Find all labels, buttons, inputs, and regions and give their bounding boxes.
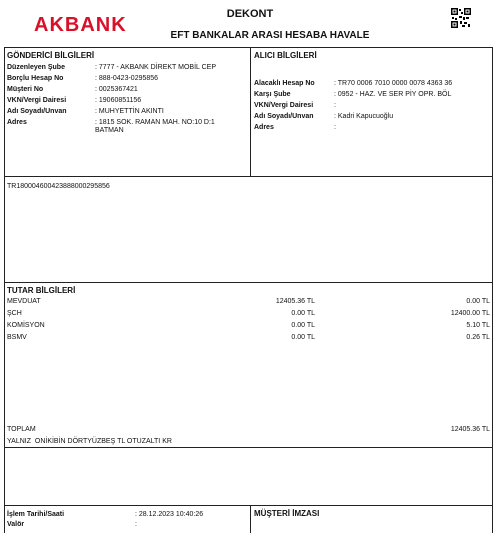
amount-value: 0.00 TL (291, 322, 315, 329)
divider-line (4, 282, 493, 283)
qr-code-icon (451, 8, 471, 28)
sender-label: Borçlu Hesap No (7, 75, 64, 82)
receiver-value: : 0952 - HAZ. VE SER PİY OPR. BÖL (334, 91, 452, 98)
sender-section-title: GÖNDERİCİ BİLGİLERİ (7, 51, 95, 60)
amount-value: 12400.00 TL (450, 310, 490, 317)
divider-footer (250, 505, 251, 533)
document-title: DEKONT (226, 8, 274, 20)
divider-line (4, 505, 493, 506)
amount-value: 5.10 TL (466, 322, 490, 329)
document-frame (4, 47, 493, 533)
divider-line (4, 447, 493, 448)
sender-value: : 19060851156 (95, 97, 142, 104)
amounts-section-title: TUTAR BİLGİLERİ (7, 286, 76, 295)
amount-value: 0.00 TL (466, 298, 490, 305)
bank-logo: AKBANK (34, 14, 127, 36)
sender-label: VKN/Vergi Dairesi (7, 97, 67, 104)
amount-value: 12405.36 TL (275, 298, 315, 305)
valor-label: Valör (7, 521, 25, 528)
amount-label: ŞCH (7, 310, 22, 317)
receiver-section-title: ALICI BİLGİLERİ (254, 51, 317, 60)
divider-sender-receiver (250, 48, 251, 176)
receiver-label: Adres (254, 124, 274, 131)
amount-label: MEVDUAT (7, 298, 41, 305)
sender-value: : 0025367421 (95, 86, 138, 93)
description-text: TR180004600423888000295856 (7, 183, 110, 190)
sender-value: : 7777 - AKBANK DİREKT MOBİL CEP (95, 64, 216, 71)
datetime-value: : 28.12.2023 10:40:26 (135, 511, 204, 518)
receiver-label: Karşı Şube (254, 91, 291, 98)
receiver-label: Alacaklı Hesap No (254, 80, 315, 87)
divider-line (4, 176, 493, 177)
receiver-value: : Kadri Kapucuoğlu (334, 113, 394, 120)
sender-label: Adres (7, 119, 27, 126)
receiver-label: Adı Soyadı/Unvan (254, 113, 314, 120)
amount-in-words: YALNIZ ONİKİBİN DÖRTYÜZBEŞ TL OTUZALTI KR (7, 438, 172, 445)
valor-value: : (135, 521, 137, 528)
sender-label: Düzenleyen Şube (7, 64, 65, 71)
document-subtitle: EFT BANKALAR ARASI HESABA HAVALE (170, 30, 370, 41)
signature-label: MÜŞTERİ İMZASI (254, 509, 320, 518)
sender-value: : MUHYETTİN AKINTI (95, 108, 164, 115)
amount-label: KOMİSYON (7, 322, 45, 329)
receiver-value: : (334, 102, 336, 109)
sender-label: Müşteri No (7, 86, 44, 93)
sender-label: Adı Soyadı/Unvan (7, 108, 67, 115)
sender-value: : 1815 SOK. RAMAN MAH. NO:10 D:1 (95, 119, 215, 126)
total-value: 12405.36 TL (450, 426, 490, 433)
amount-value: 0.00 TL (291, 334, 315, 341)
receiver-value: : (334, 124, 336, 131)
amount-value: 0.00 TL (291, 310, 315, 317)
amount-value: 0.26 TL (466, 334, 490, 341)
total-label: TOPLAM (7, 426, 36, 433)
receiver-value: : TR70 0006 7010 0000 0078 4363 36 (334, 80, 453, 87)
datetime-label: İşlem Tarihi/Saati (7, 511, 65, 518)
sender-address-line2: BATMAN (95, 127, 124, 134)
amount-label: BSMV (7, 334, 27, 341)
sender-value: : 888-0423-0295856 (95, 75, 159, 82)
receiver-label: VKN/Vergi Dairesi (254, 102, 314, 109)
